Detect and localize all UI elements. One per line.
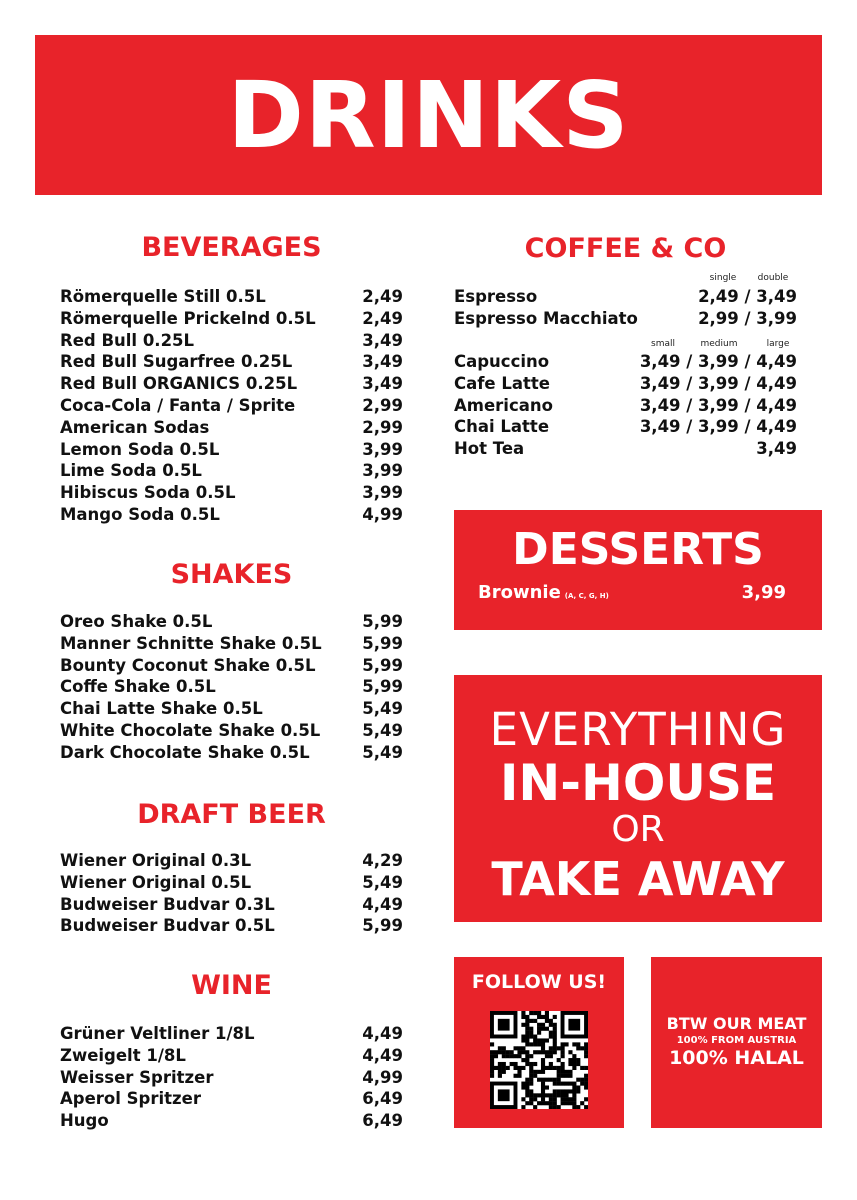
menu-item-price: 6,49 [362, 1089, 403, 1109]
menu-item-price: 3,49 [362, 330, 403, 350]
promo-line-take-away: TAKE AWAY [491, 852, 785, 906]
menu-item [60, 655, 403, 677]
meat-line-3: 100% HALAL [669, 1047, 804, 1069]
menu-item [60, 439, 403, 461]
menu-item-price: 2,99 [362, 395, 403, 415]
menu-item-price: 5,49 [362, 742, 403, 762]
menu-item [60, 1088, 403, 1110]
menu-item-price: 5,99 [362, 677, 403, 697]
menu-item [60, 742, 403, 764]
menu-item [60, 1067, 403, 1089]
menu-item-name: Aperol Spritzer [60, 1089, 201, 1109]
menu-item-name: Lemon Soda 0.5L [60, 439, 220, 459]
menu-item-name: Manner Schnitte Shake 0.5L [60, 633, 322, 653]
draft-beer-list [60, 850, 403, 937]
menu-item-name: Zweigelt 1/8L [60, 1045, 186, 1065]
menu-item [60, 720, 403, 742]
promo-line-everything: EVERYTHING [489, 703, 787, 756]
menu-item [60, 373, 403, 395]
meat-line-1: BTW OUR MEAT [666, 1014, 807, 1033]
menu-item [454, 286, 797, 308]
menu-item-name: Capuccino [454, 352, 550, 371]
menu-item-name: Espresso [454, 287, 538, 306]
menu-item-name: Espresso Macchiato [454, 308, 638, 328]
qr-code-icon[interactable] [490, 1011, 588, 1109]
beverages-title: BEVERAGES [141, 232, 322, 263]
menu-item [60, 351, 403, 373]
menu-item-price: 3,99 [362, 439, 403, 459]
qr-code-graphic [490, 1011, 588, 1109]
menu-item-name: Red Bull 0.25L [60, 330, 195, 350]
wine-title: WINE [191, 970, 272, 1001]
size-label-large: large [766, 339, 790, 349]
menu-item-price: 3,99 [362, 483, 403, 503]
menu-item-price: 5,49 [362, 720, 403, 740]
menu-item [60, 482, 403, 504]
espresso-size-labels [704, 273, 800, 283]
menu-item [60, 1045, 403, 1067]
menu-item-price: 3,99 [362, 461, 403, 481]
menu-item-price: 3,49 [362, 374, 403, 394]
menu-item-price: 5,99 [362, 916, 403, 936]
dessert-item-allergens: (A, C, G, H) [564, 592, 609, 600]
promo-box [454, 675, 822, 922]
dessert-item-price: 3,99 [741, 582, 786, 603]
size-label-medium: medium [700, 339, 738, 349]
menu-item [60, 850, 403, 872]
menu-item-name: Budweiser Budvar 0.3L [60, 894, 275, 914]
menu-item-price: 2,49 / 3,49 [698, 287, 797, 306]
menu-item-name: Hibiscus Soda 0.5L [60, 483, 236, 503]
menu-item-name: Bounty Coconut Shake 0.5L [60, 655, 316, 675]
coffee-title: COFFEE & CO [524, 233, 727, 264]
menu-item-price: 3,49 [362, 352, 403, 372]
menu-item [60, 395, 403, 417]
menu-item [60, 698, 403, 720]
menu-item-name: White Chocolate Shake 0.5L [60, 720, 321, 740]
menu-item-price: 4,49 [362, 894, 403, 914]
menu-item-name: Budweiser Budvar 0.5L [60, 916, 275, 936]
menu-item-price: 6,49 [362, 1111, 403, 1131]
menu-item [60, 504, 403, 526]
menu-item [60, 1023, 403, 1045]
menu-item-name: Cafe Latte [454, 373, 550, 393]
meat-line-2: 100% FROM AUSTRIA [676, 1035, 797, 1046]
menu-item [454, 395, 797, 417]
shakes-title: SHAKES [170, 559, 293, 590]
menu-item [60, 611, 403, 633]
menu-item-name: Americano [454, 395, 553, 415]
menu-item [60, 330, 403, 352]
menu-item-name: Chai Latte [454, 417, 550, 437]
menu-item-price: 3,49 / 3,99 / 4,49 [639, 395, 797, 415]
follow-us-box [454, 957, 624, 1128]
menu-item [60, 417, 403, 439]
cup-size-labels [644, 339, 798, 349]
menu-item [60, 872, 403, 894]
menu-item-price: 3,49 / 3,99 / 4,49 [639, 417, 797, 437]
menu-item-name: Oreo Shake 0.5L [60, 612, 213, 631]
follow-us-title: FOLLOW US! [471, 971, 607, 993]
dessert-item-label [478, 582, 609, 603]
menu-item-name: Wiener Original 0.5L [60, 872, 252, 892]
menu-item [60, 1110, 403, 1132]
menu-item [60, 915, 403, 937]
menu-item-name: Grüner Veltliner 1/8L [60, 1024, 255, 1043]
page-title: DRINKS [227, 61, 630, 169]
menu-item-price: 5,49 [362, 699, 403, 719]
menu-item [60, 308, 403, 330]
desserts-box [454, 510, 822, 630]
menu-header-banner [35, 35, 822, 195]
menu-item [454, 438, 797, 460]
menu-item-name: Weisser Spritzer [60, 1067, 214, 1087]
menu-item [454, 351, 797, 373]
size-label-double: double [757, 273, 789, 283]
menu-item [60, 894, 403, 916]
menu-item-price: 5,49 [362, 872, 403, 892]
wine-list [60, 1023, 403, 1132]
menu-item-name: Chai Latte Shake 0.5L [60, 699, 263, 719]
promo-line-in-house: IN-HOUSE [499, 754, 777, 812]
menu-item-price: 2,99 [362, 417, 403, 437]
menu-item-name: Red Bull Sugarfree 0.25L [60, 352, 293, 372]
menu-item-price: 4,49 [362, 1024, 403, 1043]
menu-item-price: 5,99 [362, 655, 403, 675]
menu-item-name: Red Bull ORGANICS 0.25L [60, 374, 298, 394]
menu-item-price: 2,49 [362, 287, 403, 306]
menu-item-price: 2,99 / 3,99 [698, 308, 797, 328]
menu-item-name: Lime Soda 0.5L [60, 461, 202, 481]
menu-item-price: 4,99 [362, 504, 403, 524]
menu-item-price: 4,29 [362, 851, 403, 870]
menu-item-name: Coca-Cola / Fanta / Sprite [60, 395, 296, 415]
meat-info-box [651, 957, 822, 1128]
shakes-list [60, 611, 403, 764]
menu-item [454, 308, 797, 330]
dessert-item-name: Brownie [478, 582, 561, 603]
menu-item [60, 286, 403, 308]
menu-item-price: 4,99 [362, 1067, 403, 1087]
beverages-list [60, 286, 403, 526]
menu-item-name: Hot Tea [454, 439, 525, 459]
dessert-item [478, 582, 786, 603]
menu-item [454, 373, 797, 395]
menu-item-price: 4,49 [362, 1045, 403, 1065]
draft-beer-title: DRAFT BEER [137, 799, 326, 830]
menu-item [454, 416, 797, 438]
promo-line-or: OR [611, 809, 665, 850]
menu-item-price: 5,99 [362, 612, 403, 631]
menu-item-price: 3,49 [756, 439, 797, 459]
menu-item [60, 633, 403, 655]
menu-item-name: American Sodas [60, 417, 210, 437]
menu-item [60, 676, 403, 698]
menu-item-price: 3,49 / 3,99 / 4,49 [639, 373, 797, 393]
menu-item-price: 2,49 [362, 308, 403, 328]
menu-item-name: Römerquelle Still 0.5L [60, 287, 266, 306]
size-label-single: single [709, 273, 737, 283]
desserts-title: DESSERTS [512, 524, 764, 575]
size-label-small: small [651, 339, 675, 349]
menu-item-name: Römerquelle Prickelnd 0.5L [60, 308, 316, 328]
menu-item-price: 3,49 / 3,99 / 4,49 [639, 352, 797, 371]
coffee-list [454, 351, 797, 460]
menu-item [60, 460, 403, 482]
espresso-list [454, 286, 797, 330]
menu-item-name: Mango Soda 0.5L [60, 504, 220, 524]
menu-item-price: 5,99 [362, 633, 403, 653]
menu-item-name: Wiener Original 0.3L [60, 851, 252, 870]
menu-item-name: Coffe Shake 0.5L [60, 677, 216, 697]
menu-item-name: Hugo [60, 1111, 109, 1131]
menu-item-name: Dark Chocolate Shake 0.5L [60, 742, 310, 762]
